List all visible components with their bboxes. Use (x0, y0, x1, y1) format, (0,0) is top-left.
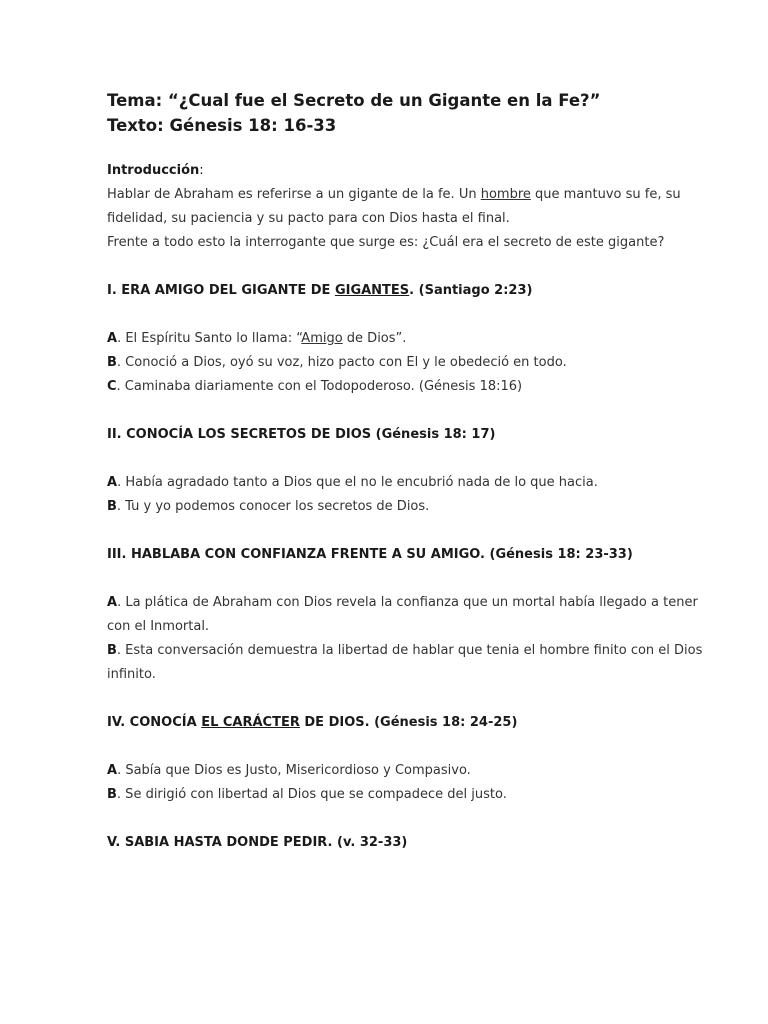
intro-p1-text-after: que mantuvo su fe, su fidelidad, su paciencia y su pacto para con Dios hasta el final. (107, 187, 681, 226)
section-1-heading (107, 279, 707, 303)
intro-paragraph-1 (107, 183, 707, 231)
section-5-heading: V. SABIA HASTA DONDE PEDIR. (v. 32-33) (107, 835, 408, 850)
section-2-item-b (107, 495, 707, 519)
intro-p1-text-before: Hablar de Abraham es referirse a un gigante de la fe. Un (107, 187, 481, 202)
item-text: . Esta conversación demuestra la libertad de hablar que tenia el hombre finito con el Dios infinito. (107, 643, 703, 682)
gigantes-link[interactable]: GIGANTES (334, 283, 410, 298)
section-1-item-a (107, 327, 707, 351)
amigo-link[interactable]: Amigo (301, 331, 343, 346)
item-text: de Dios”. (342, 331, 407, 346)
item-letter: B (107, 499, 117, 514)
section-4-heading (107, 711, 707, 735)
section-3-item-a (107, 591, 707, 639)
item-text: . Conoció a Dios, oyó su voz, hizo pacto con El y le obedeció en todo. (116, 355, 567, 370)
item-text: . Sabía que Dios es Justo, Misericordioso y Compasivo. (117, 763, 471, 778)
section-1-item-c (107, 375, 707, 399)
section-1-heading-before: I. ERA AMIGO DEL GIGANTE DE (107, 283, 335, 298)
section-4-heading-after: DE DIOS. (Génesis 18: 24-25) (299, 715, 518, 730)
item-text: . Se dirigió con libertad al Dios que se compadece del justo. (116, 787, 507, 802)
item-text: . Había agradado tanto a Dios que el no le encubrió nada de lo que hacia. (117, 475, 598, 490)
section-2-heading: II. CONOCÍA LOS SECRETOS DE DIOS (Génesis 18: 17) (107, 427, 496, 442)
section-4-item-b (107, 783, 707, 807)
section-3-item-b (107, 639, 707, 687)
item-text: . Tu y yo podemos conocer los secretos de Dios. (116, 499, 430, 514)
section-3-heading: III. HABLABA CON CONFIANZA FRENTE A SU AMIGO. (Génesis 18: 23-33) (107, 547, 633, 562)
item-letter: A (107, 331, 118, 346)
item-letter: A (107, 475, 118, 490)
intro-heading-colon: : (199, 163, 204, 178)
scripture-text: Texto: Génesis 18: 16-33 (107, 116, 337, 135)
item-letter: A (107, 763, 118, 778)
intro-heading-text: Introducción (107, 163, 200, 178)
item-text: . La plática de Abraham con Dios revela la confianza que un mortal había llegado a tener con el Inmortal. (107, 595, 698, 634)
document-page (107, 88, 707, 879)
intro-heading (107, 159, 707, 183)
section-4-heading-before: IV. CONOCÍA (107, 715, 202, 730)
item-letter: B (107, 787, 117, 802)
section-4-item-a (107, 759, 707, 783)
item-letter: C (107, 379, 117, 394)
el-caracter-link[interactable]: EL CARÁCTER (201, 715, 300, 730)
hombre-link[interactable]: hombre (480, 187, 531, 202)
sermon-theme: Tema: “¿Cual fue el Secreto de un Gigante en la Fe?” (107, 91, 601, 110)
item-letter: A (107, 595, 118, 610)
item-letter: B (107, 643, 117, 658)
section-2-item-a (107, 471, 707, 495)
section-1-item-b (107, 351, 707, 375)
item-text: . Caminaba diariamente con el Todopoderoso. (Génesis 18:16) (116, 379, 523, 394)
item-letter: B (107, 355, 117, 370)
item-text: . El Espíritu Santo lo llama: “ (117, 331, 302, 346)
intro-paragraph-2: Frente a todo esto la interrogante que surge es: ¿Cuál era el secreto de este gigante? (107, 235, 665, 250)
section-1-heading-after: . (Santiago 2:23) (409, 283, 533, 298)
